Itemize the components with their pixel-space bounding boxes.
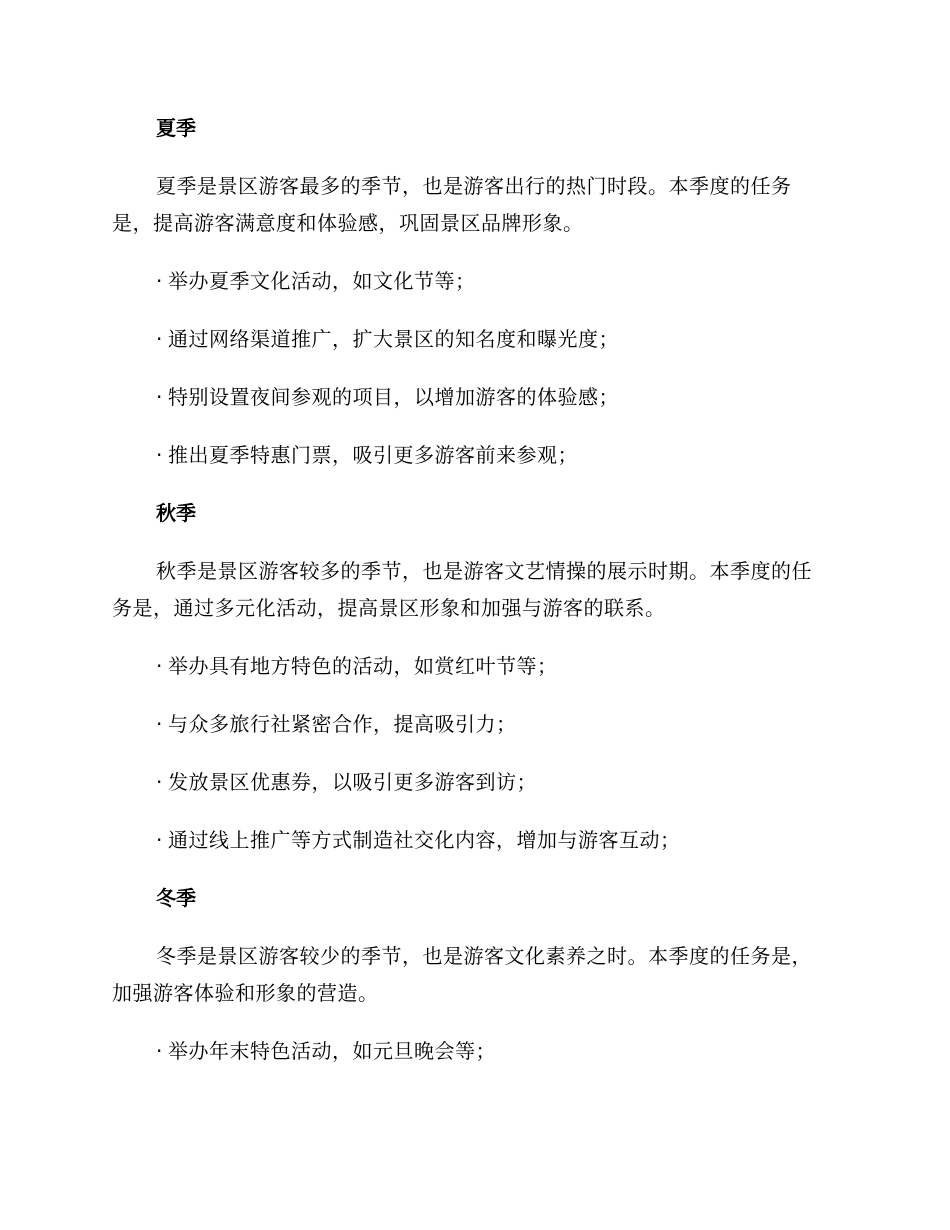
- list-item: [112, 706, 832, 743]
- bullet-marker: ·: [156, 1039, 163, 1063]
- bullet-marker: ·: [156, 654, 163, 678]
- list-item: [112, 822, 832, 859]
- list-item: [112, 379, 832, 416]
- list-item: [112, 764, 832, 801]
- list-item: [112, 437, 832, 474]
- list-item-text: 举办夏季文化活动，如文化节等；: [168, 269, 476, 293]
- list-item: [112, 648, 832, 685]
- section-heading-autumn: 秋季: [156, 501, 196, 525]
- list-item: [112, 321, 832, 358]
- section-paragraph-winter: 冬季是景区游客较少的季节，也是游客文化素养之时。本季度的任务是，加强游客体验和形象的营造。: [112, 944, 812, 1005]
- bullet-marker: ·: [156, 385, 163, 409]
- bullet-marker: ·: [156, 269, 163, 293]
- list-item-text: 与众多旅行社紧密合作，提高吸引力；: [168, 712, 517, 736]
- list-item-text: 通过网络渠道推广，扩大景区的知名度和曝光度；: [168, 327, 619, 351]
- list-item-text: 通过线上推广等方式制造社交化内容，增加与游客互动；: [168, 828, 681, 852]
- list-item-text: 举办年末特色活动，如元旦晚会等；: [168, 1039, 496, 1063]
- list-item-text: 举办具有地方特色的活动，如赏红叶节等；: [168, 654, 558, 678]
- section-heading-summer: 夏季: [156, 116, 196, 140]
- list-item: [112, 263, 832, 300]
- bullet-marker: ·: [156, 443, 163, 467]
- list-item: [112, 1033, 832, 1070]
- bullet-marker: ·: [156, 712, 163, 736]
- section-paragraph-summer: 夏季是景区游客最多的季节，也是游客出行的热门时段。本季度的任务是，提高游客满意度和体验感，巩固景区品牌形象。: [112, 174, 792, 235]
- document-page: [112, 110, 832, 1091]
- section-heading-winter: 冬季: [156, 886, 196, 910]
- bullet-marker: ·: [156, 828, 163, 852]
- section-paragraph-autumn: 秋季是景区游客较多的季节，也是游客文艺情操的展示时期。本季度的任务是，通过多元化活动，提高景区形象和加强与游客的联系。: [112, 559, 812, 620]
- list-item-text: 推出夏季特惠门票，吸引更多游客前来参观；: [168, 443, 578, 467]
- bullet-marker: ·: [156, 770, 163, 794]
- list-item-text: 特别设置夜间参观的项目，以增加游客的体验感；: [168, 385, 619, 409]
- list-item-text: 发放景区优惠券，以吸引更多游客到访；: [168, 770, 537, 794]
- bullet-marker: ·: [156, 327, 163, 351]
